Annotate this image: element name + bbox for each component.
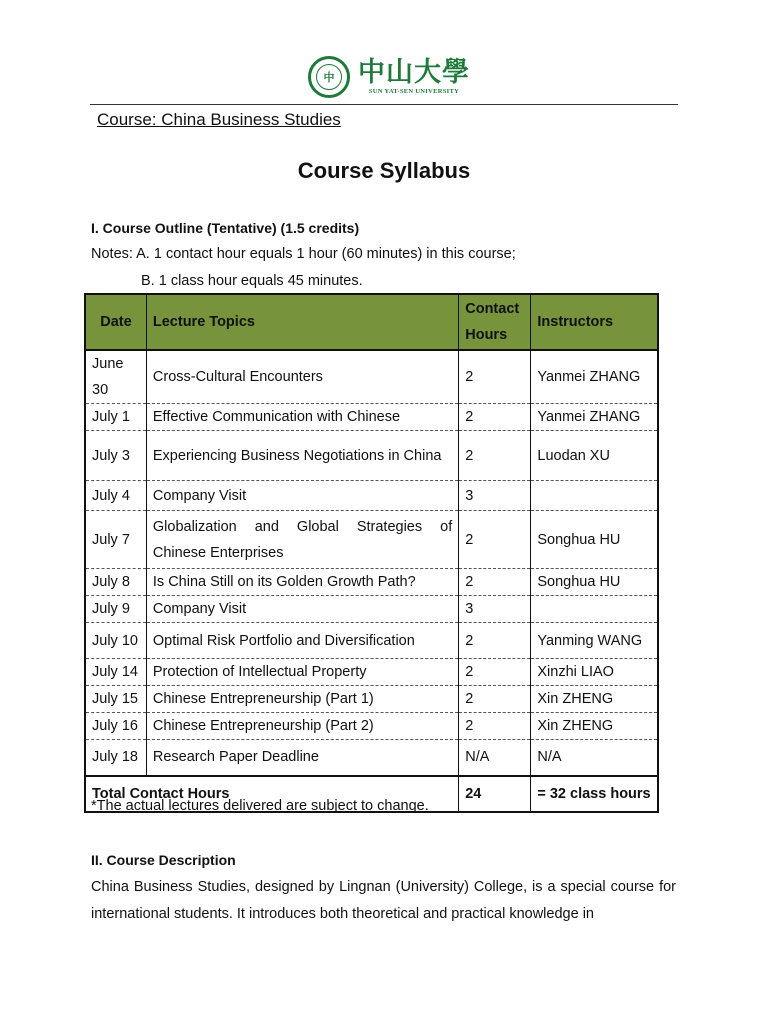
row-topic: Company Visit xyxy=(146,481,458,511)
row-date: July 1 xyxy=(85,404,146,431)
table-row xyxy=(85,431,658,481)
row-date: July 4 xyxy=(85,481,146,511)
row-date: June 30 xyxy=(85,350,146,404)
row-topic: Effective Communication with Chinese xyxy=(146,404,458,431)
row-instructor: Xin ZHENG xyxy=(531,686,658,713)
row-topic: Globalization and Global Strategies of Chinese Enterprises xyxy=(146,511,458,569)
table-row xyxy=(85,686,658,713)
header-date: Date xyxy=(85,294,146,350)
row-topic: Optimal Risk Portfolio and Diversification xyxy=(146,623,458,659)
row-date: July 15 xyxy=(85,686,146,713)
row-date: July 7 xyxy=(85,511,146,569)
row-hours: 2 xyxy=(459,569,531,596)
row-date: July 8 xyxy=(85,569,146,596)
total-class-hours: = 32 class hours xyxy=(531,776,658,812)
section-2-heading: II. Course Description xyxy=(91,852,236,868)
row-hours: 2 xyxy=(459,686,531,713)
syllabus-table xyxy=(84,293,659,813)
row-instructor: Yanmei ZHANG xyxy=(531,350,658,404)
row-topic: Is China Still on its Golden Growth Path? xyxy=(146,569,458,596)
row-topic: Chinese Entrepreneurship (Part 2) xyxy=(146,713,458,740)
row-instructor: Songhua HU xyxy=(531,511,658,569)
row-topic: Protection of Intellectual Property xyxy=(146,659,458,686)
row-topic: Experiencing Business Negotiations in China xyxy=(146,431,458,481)
row-instructor: Xin ZHENG xyxy=(531,713,658,740)
table-row xyxy=(85,569,658,596)
row-instructor: Songhua HU xyxy=(531,569,658,596)
table-row xyxy=(85,659,658,686)
logo-chinese-name: 中山大學 xyxy=(358,57,470,88)
row-topic: Research Paper Deadline xyxy=(146,740,458,776)
row-hours: 2 xyxy=(459,404,531,431)
footnote: *The actual lectures delivered are subject to change. xyxy=(91,798,429,814)
header-divider xyxy=(90,104,678,105)
table-row xyxy=(85,350,658,404)
row-instructor: Yanming WANG xyxy=(531,623,658,659)
table-row xyxy=(85,740,658,776)
row-instructor xyxy=(531,481,658,511)
row-instructor: N/A xyxy=(531,740,658,776)
header-contact-hours: Contact Hours xyxy=(459,294,531,350)
note-b: B. 1 class hour equals 45 minutes. xyxy=(141,273,363,289)
row-hours: 3 xyxy=(459,596,531,623)
row-hours: 2 xyxy=(459,713,531,740)
row-hours: 2 xyxy=(459,659,531,686)
row-hours: 2 xyxy=(459,623,531,659)
course-label: Course: China Business Studies xyxy=(97,110,341,129)
note-a: Notes: A. 1 contact hour equals 1 hour (60 minutes) in this course; xyxy=(91,246,516,262)
row-date: July 10 xyxy=(85,623,146,659)
row-instructor: Luodan XU xyxy=(531,431,658,481)
row-topic: Chinese Entrepreneurship (Part 1) xyxy=(146,686,458,713)
table-row xyxy=(85,713,658,740)
row-date: July 18 xyxy=(85,740,146,776)
row-instructor: Yanmei ZHANG xyxy=(531,404,658,431)
table-header-row xyxy=(85,294,658,350)
row-date: July 3 xyxy=(85,431,146,481)
logo-wordmark xyxy=(358,58,470,96)
total-label: Total Contact Hours xyxy=(85,776,459,812)
row-topic: Company Visit xyxy=(146,596,458,623)
table-row xyxy=(85,623,658,659)
row-hours: N/A xyxy=(459,740,531,776)
row-hours: 2 xyxy=(459,511,531,569)
seal-center-glyph: 中 xyxy=(316,64,342,90)
row-hours: 2 xyxy=(459,350,531,404)
row-hours: 2 xyxy=(459,431,531,481)
row-topic: Cross-Cultural Encounters xyxy=(146,350,458,404)
row-hours: 3 xyxy=(459,481,531,511)
table-row xyxy=(85,511,658,569)
row-date: July 9 xyxy=(85,596,146,623)
page-title: Course Syllabus xyxy=(297,158,471,183)
header-topics: Lecture Topics xyxy=(146,294,458,350)
row-date: July 14 xyxy=(85,659,146,686)
section-1-heading: I. Course Outline (Tentative) (1.5 credits) xyxy=(91,220,360,236)
course-description: China Business Studies, designed by Lingnan (University) College, is a special course for international students. It introduces both theoretical and practical knowledge in xyxy=(91,879,676,922)
table-row xyxy=(85,596,658,623)
header-instructors: Instructors xyxy=(531,294,658,350)
table-row xyxy=(85,404,658,431)
logo-english-name: SUN YAT-SEN UNIVERSITY xyxy=(368,88,460,95)
table-row xyxy=(85,481,658,511)
university-logo xyxy=(308,55,470,99)
row-date: July 16 xyxy=(85,713,146,740)
row-instructor: Xinzhi LIAO xyxy=(531,659,658,686)
university-seal-icon xyxy=(308,56,350,98)
row-instructor xyxy=(531,596,658,623)
total-hours: 24 xyxy=(459,776,531,812)
